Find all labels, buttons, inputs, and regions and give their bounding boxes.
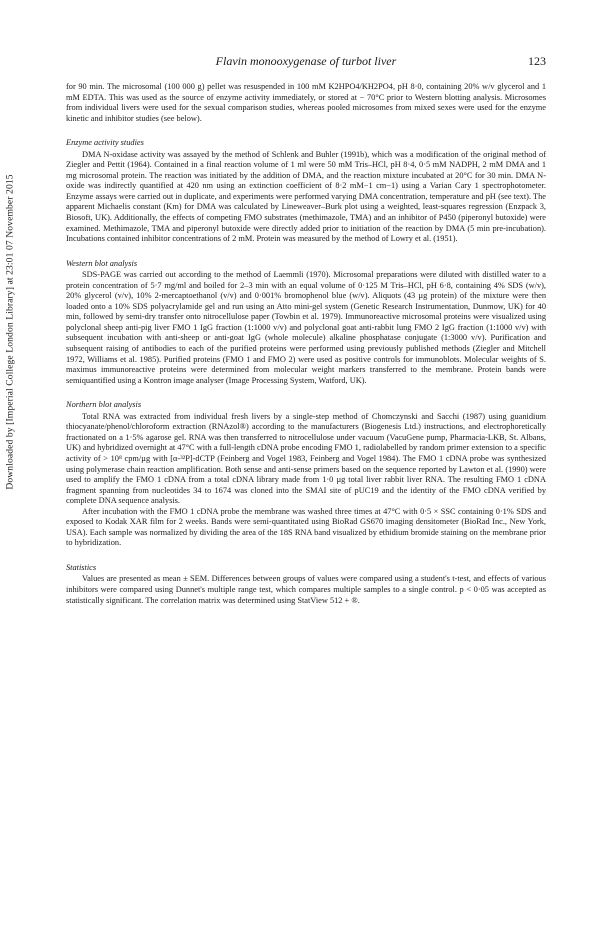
section-paragraph: After incubation with the FMO 1 cDNA probe the membrane was washed three times at 47°C with 0·5 × SSC containing 0·1% SDS and exposed to Kodak XAR film for 2 weeks. Bands were semi-quantitated using BioRad GS670 imaging densitometer (BioRad Inc., New York, USA). Each sample was normalized by dividing the area of the 18S RNA band visualized by ethidium bromide staining on the membrane prior to hybridization. bbox=[66, 506, 546, 548]
running-head bbox=[66, 54, 546, 70]
section-enzyme-activity bbox=[66, 138, 546, 244]
section-paragraph: Total RNA was extracted from individual fresh livers by a single-step method of Chomczynski and Sacchi (1987) using guanidium thiocyanate/phenol/chloroform extraction (RNAzol®) according to the manufacturers (Biogenesis Ltd.) instructions, and electrophoretically fractionated on a 1·5% agarose gel. RNA was then transferred to nitrocellulose under vacuum (VacuGene pump, Pharmacia-LKB, St. Albans, UK) and hybridized overnight at 47°C with a full-length cDNA probe encoding FMO 1, radiolabelled by random primer extension to a specific activity of > 10⁸ cpm/µg with [α-³²P]-dCTP (Feinberg and Vogel 1983, Feinberg and Vogel 1984). The FMO 1 cDNA probe was synthesized using polymerase chain reaction amplification. Both sense and anti-sense primers based on the sequence reported by Lawton et al. (1990) were used to amplify the FMO 1 cDNA from a total cDNA library made from 1·0 µg total liver rabbit liver RNA. The resulting FMO 1 cDNA fragment spanning from nucleotides 34 to 1674 was cloned into the SMAI site of pUC19 and the identity of the FMO cDNA verified by complete DNA sequence analysis. bbox=[66, 411, 546, 506]
intro-paragraph: for 90 min. The microsomal (100 000 g) pellet was resuspended in 100 mM K2HPO4/KH2PO4, pH 8·0, containing 20% w/v glycerol and 1 mM EDTA. This was used as the source of enzyme activity immediately, or stored at − 70°C prior to Western blotting analysis. Microsomes from individual livers were used for the sexual comparison studies, whereas pooled microsomes from mixed sexes were used for the enzyme kinetic and inhibitor studies (see below). bbox=[66, 82, 546, 123]
section-paragraph: DMA N-oxidase activity was assayed by the method of Schlenk and Buhler (1991b), which was a modification of the original method of Ziegler and Pettit (1964). Contained in a final reaction volume of 1 ml were 50 mM Tris–HCl, pH 8·4, 0·5 mM NADPH, 2 mM DMA and 1 mg microsomal protein. The reaction was initiated by the addition of DMA, and the reaction mixture incubated at 20°C for 30 min. DMA N-oxide was indirectly quantified at 420 nm using an extinction coefficient of 8·2 mM−1 cm−1) using a Varian Cary 1 spectrophotometer. Enzyme assays were carried out in duplicate, and experiments were performed varying DMA concentration, temperature and pH (see text). The apparent Michaelis constant (Km) for DMA was calculated by Lineweaver–Burk plot using a weighted, least-squares regression (Enzpack 3, Biosoft, UK). Additionally, the effects of competing FMO substrates (methimazole, TMA) and an inhibitor of P450 (piperonyl butoxide) were examined. Methimazole, TMA and piperonyl butoxide were directly added prior to initiation of the reaction by DMA (5 min pre-incubation). Incubations contained inhibitor concentrations of 2 mM. Protein was measured by the method of Lowry et al. (1951). bbox=[66, 149, 546, 244]
section-paragraph: SDS-PAGE was carried out according to the method of Laemmli (1970). Microsomal preparations were diluted with distilled water to a protein concentration of 5·7 mg/ml and boiled for 2–3 min with an equal volume of 0·125 M Tris–HCl, pH 6·8, containing 4% SDS (w/v), 20% glycerol (v/v), 10% 2-mercaptoethanol (v/v) and 0·001% bromophenol blue (w/v). Aliquots (43 µg protein) of the mixture were then loaded onto a 10% SDS polyacrylamide gel and run using an Atto mini-gel system (Genetic Research Instrumentation, Dunmow, UK) for 40 min, followed by semi-dry transfer onto nitrocellulose paper (Towbin et al. 1979). Immunoreactive microsomal proteins were visualized using polyclonal sheep anti-pig liver FMO 1 IgG fraction (1:1000 v/v) and polyclonal goat anti-rabbit lung FMO 2 IgG fraction (1:1000 v/v) with subsequent incubation with anti-sheep or anti-goat IgG (whole molecule) alkaline phosphatase conjugate (1:3000 v/v). Purification and subsequent raising of antibodies to each of the purified proteins were performed using previously published methods (Ziegler and Mitchell 1972, Williams et al. 1985). Purified proteins (FMO 1 and FMO 2) were used as positive controls for immunoblots. Molecular weights of S. maximus immunoreactive proteins were determined from molecular weight markers transferred to the membrane. Protein bands were semiquantified using a Kontron image analyser (Image Processing System, Watford, UK). bbox=[66, 270, 546, 385]
download-watermark bbox=[3, 52, 17, 612]
section-northern-blot bbox=[66, 400, 546, 549]
section-heading: Northern blot analysis bbox=[66, 400, 142, 410]
section-heading: Statistics bbox=[66, 562, 97, 572]
article-body bbox=[66, 82, 546, 606]
section-western-blot bbox=[66, 259, 546, 387]
section-paragraph: Values are presented as mean ± SEM. Differences between groups of values were compared using a student's t-test, and effects of various inhibitors were compared using Dunnet's multiple range test, which compares multiple samples to a single control. p < 0·05 was accepted as statistically significant. The correlation matrix was determined using StatView 512 + ®. bbox=[66, 574, 546, 605]
section-heading: Enzyme activity studies bbox=[66, 138, 144, 148]
page-number: 123 bbox=[528, 54, 546, 68]
section-heading: Western blot analysis bbox=[66, 258, 138, 268]
running-title: Flavin monooxygenase of turbot liver bbox=[215, 54, 397, 68]
section-statistics bbox=[66, 563, 546, 606]
download-note-text: Downloaded by [Imperial College London Library] at 23:01 07 November 2015 bbox=[4, 174, 16, 490]
